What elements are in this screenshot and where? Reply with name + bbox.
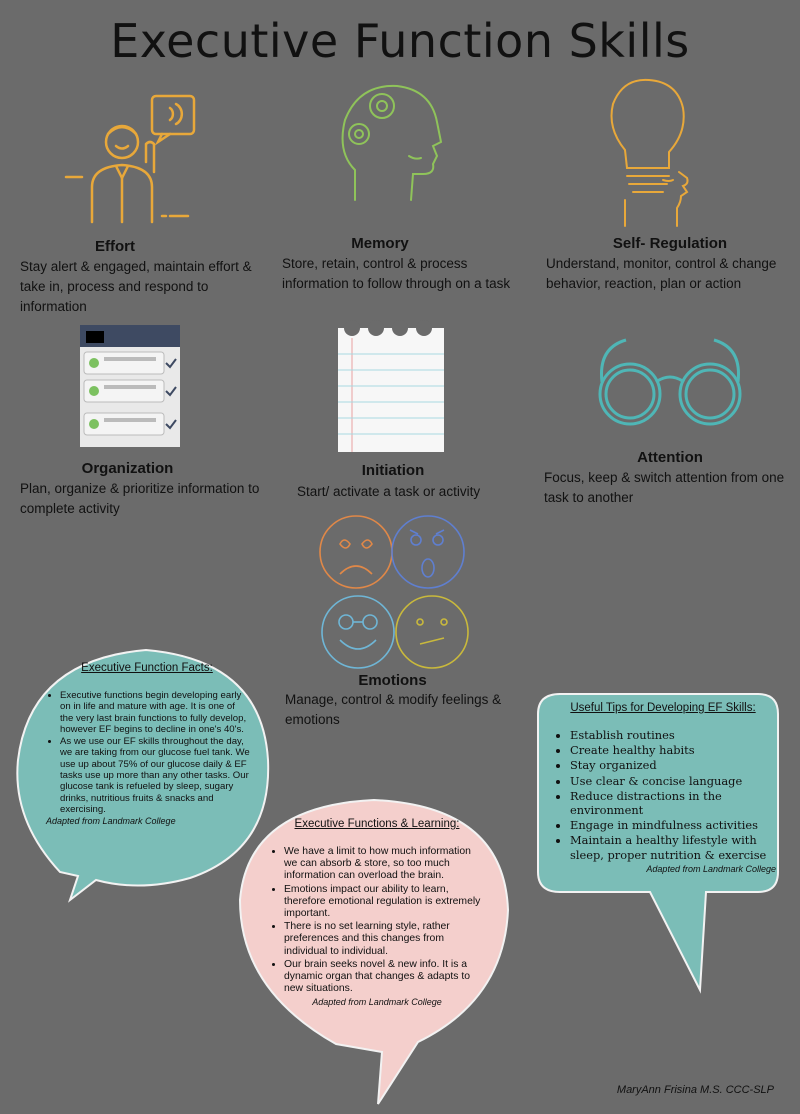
tips-item: • Engage in mindfulness activities bbox=[570, 818, 776, 832]
facts-item: • Executive functions begin developing early on in life and mature with age. It is one of the very last brain functions to fully develop, however EF begins to decline in one's 40's. bbox=[60, 690, 250, 735]
self-regulation-description: Understand, monitor, control & change behavior, reaction, plan or action bbox=[546, 256, 777, 291]
facts-item: • As we use our EF skills throughout the day, we are taking from our glucose fuel tank. We use up about 75% of our glucose daily & EF tasks use up more than any other tasks. Our glucose tank is refueled by sleep, sugary drinks, nutritious fruits & snacks and exercising. bbox=[60, 736, 250, 815]
attention-title: Attention bbox=[637, 449, 703, 466]
tips-credit: Adapted from Landmark College bbox=[646, 863, 776, 874]
author-credit: MaryAnn Frisina M.S. CCC-SLP bbox=[616, 1084, 774, 1096]
organization-title: Organization bbox=[81, 460, 174, 477]
effort-description: Stay alert & engaged, maintain effort & take in, process and respond to information bbox=[20, 259, 252, 314]
memory-description: Store, retain, control & process information to follow through on a task bbox=[282, 256, 511, 291]
learning-item: • There is no set learning style, rather preferences and this changes from individual to individual. bbox=[284, 921, 486, 958]
initiation-title: Initiation bbox=[361, 462, 425, 479]
tips-bubble bbox=[550, 702, 776, 874]
attention-description: Focus, keep & switch attention from one task to another bbox=[544, 470, 785, 505]
learning-credit: Adapted from Landmark College bbox=[312, 997, 442, 1008]
emotions-description: Manage, control & modify feelings & emotions bbox=[285, 692, 502, 727]
tips-item: • Create healthy habits bbox=[570, 743, 776, 757]
tips-item: • Establish routines bbox=[570, 728, 776, 742]
page-title: Executive Function Skills bbox=[110, 14, 690, 68]
self-regulation-title: Self- Regulation bbox=[612, 235, 728, 252]
organization-description: Plan, organize & prioritize information to complete activity bbox=[20, 481, 260, 516]
initiation-description: Start/ activate a task or activity bbox=[297, 484, 481, 499]
learning-item: • Our brain seeks novel & new info. It is a dynamic organ that changes & adapts to new situations. bbox=[284, 959, 486, 996]
facts-title: Executive Function Facts: bbox=[81, 662, 213, 674]
tips-title: Useful Tips for Developing EF Skills: bbox=[570, 702, 756, 714]
tips-item: • Reduce distractions in the environment bbox=[570, 789, 776, 817]
learning-title: Executive Functions & Learning: bbox=[294, 818, 460, 830]
effort-title: Effort bbox=[95, 238, 135, 255]
memory-title: Memory bbox=[351, 235, 409, 252]
learning-item: • Emotions impact our ability to learn, therefore emotional regulation is extremely important. bbox=[284, 884, 486, 921]
emotions-title: Emotions bbox=[358, 672, 427, 689]
facts-credit: Adapted from Landmark College bbox=[46, 816, 176, 827]
learning-item: • We have a limit to how much information we can absorb & store, so too much information can overload the brain. bbox=[284, 846, 486, 883]
tips-item: • Maintain a healthy lifestyle with sleep, proper nutrition & exercise bbox=[570, 833, 776, 861]
tips-item: • Stay organized bbox=[570, 758, 776, 772]
tips-item: • Use clear & concise language bbox=[570, 774, 776, 788]
